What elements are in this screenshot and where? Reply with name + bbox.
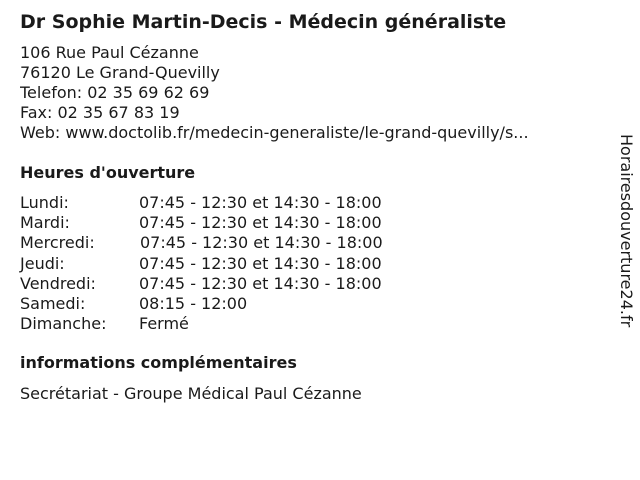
day-hours: 07:45 - 12:30 et 14:30 - 18:00 bbox=[139, 213, 382, 233]
site-watermark bbox=[612, 134, 638, 370]
day-label: Lundi: bbox=[20, 193, 69, 212]
day-hours: 07:45 - 12:30 et 14:30 - 18:00 bbox=[139, 273, 382, 293]
website-link[interactable]: Web: www.doctolib.fr/medecin-generaliste/le-grand-quevilly/s... bbox=[20, 123, 529, 142]
day-label: Vendredi: bbox=[20, 273, 96, 293]
fax-number: Fax: 02 35 67 83 19 bbox=[20, 103, 180, 122]
day-hours: 07:45 - 12:30 et 14:30 - 18:00 bbox=[140, 233, 383, 253]
phone-number: Telefon: 02 35 69 62 69 bbox=[20, 83, 210, 102]
day-hours: 07:45 - 12:30 et 14:30 - 18:00 bbox=[139, 193, 382, 212]
day-label: Mercredi: bbox=[20, 233, 95, 253]
day-hours: Fermé bbox=[139, 314, 189, 334]
watermark-text: Horairesdouverture24.fr bbox=[617, 134, 636, 328]
day-label: Dimanche: bbox=[20, 314, 107, 334]
street-address: 106 Rue Paul Cézanne bbox=[20, 43, 199, 62]
day-label: Mardi: bbox=[20, 213, 70, 233]
day-label: Samedi: bbox=[20, 293, 86, 313]
day-hours: 07:45 - 12:30 et 14:30 - 18:00 bbox=[139, 253, 382, 273]
day-label: Jeudi: bbox=[20, 253, 65, 273]
page-title: Dr Sophie Martin-Decis - Médecin généraliste bbox=[20, 11, 507, 33]
city-address: 76120 Le Grand-Quevilly bbox=[20, 63, 220, 82]
opening-hours-heading: Heures d'ouverture bbox=[20, 163, 196, 182]
contact-block bbox=[20, 43, 595, 143]
additional-info-heading: informations complémentaires bbox=[20, 353, 297, 372]
day-hours: 08:15 - 12:00 bbox=[139, 293, 248, 313]
additional-info-text: Secrétariat - Groupe Médical Paul Cézanne bbox=[20, 384, 362, 403]
